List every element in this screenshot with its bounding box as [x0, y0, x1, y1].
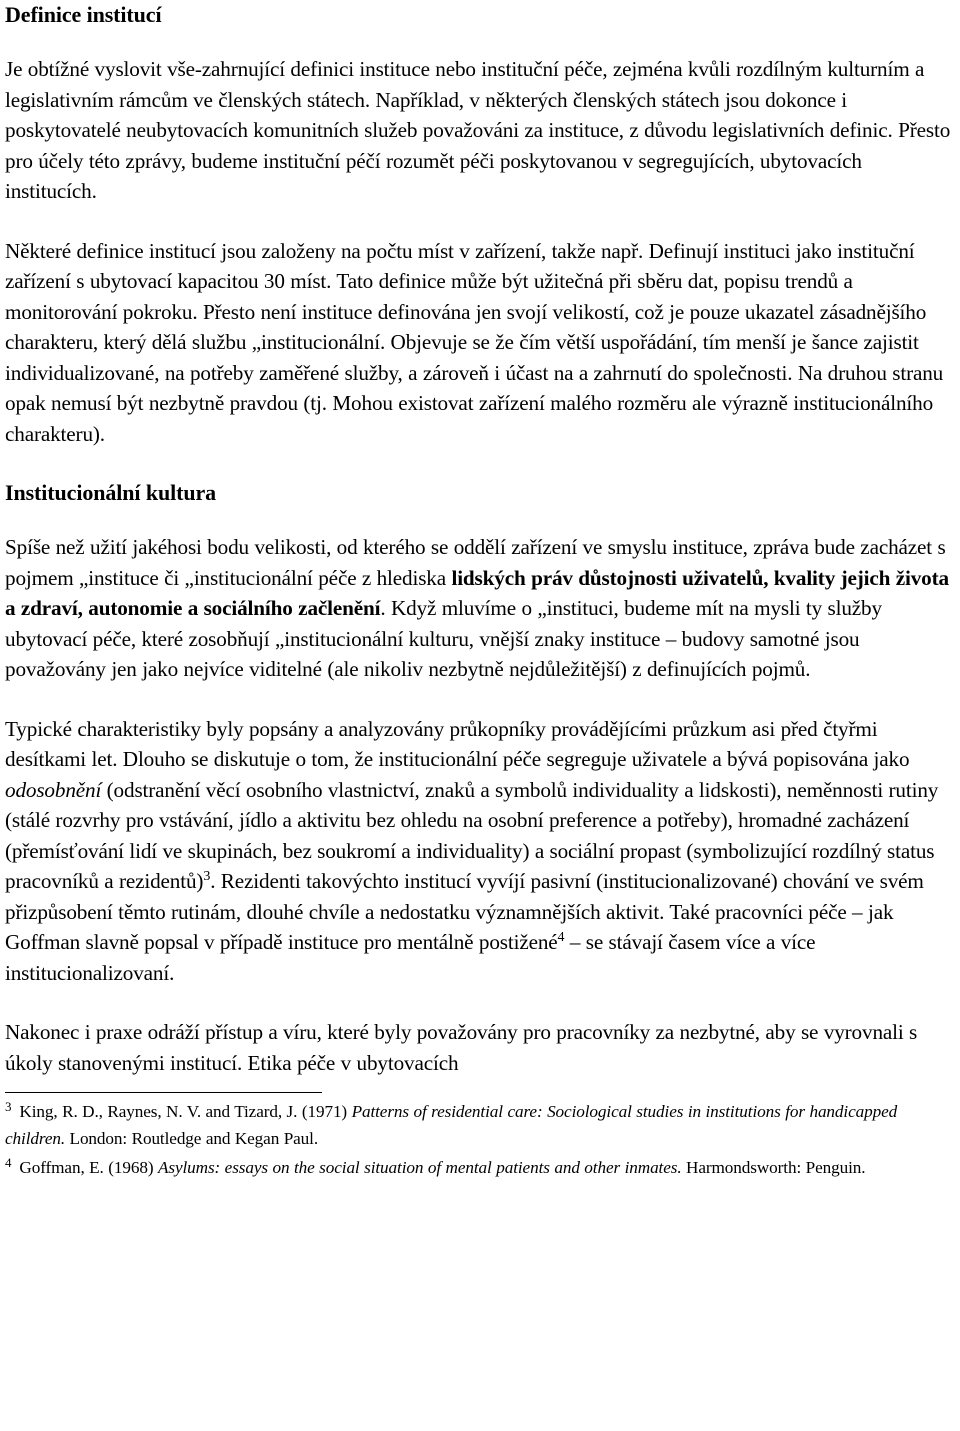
footnote-divider — [5, 1092, 322, 1093]
footnote-4-title: Asylums: essays on the social situation of mental patients and other inmates. — [157, 1158, 682, 1177]
footnote-4 — [5, 1154, 954, 1181]
footnote-3-text-b: London: Routledge and Kegan Paul. — [65, 1129, 319, 1148]
paragraph-culture-2-text-a: Typické charakteristiky byly popsány a analyzovány průkopníky provádějícími průzkum asi před čtyřmi desítkami let. Dlouho se diskutuje o tom, že institucionální péče segreguje uživatele a bývá popisována jako — [5, 716, 910, 771]
paragraph-culture-2 — [5, 714, 954, 989]
paragraph-culture-2-text-b: (odstranění věcí osobního vlastnictví, znaků a symbolů individuality a lidskosti), neměnnosti rutiny (stálé rozvrhy pro vstávání, jídlo a aktivitu bez ohledu na osobní preference a potřeby), hromadné zacházení (přemísťování lidí ve skupinách, bez soukromí a individuality) a sociální propast (symbolizující rozdílný status pracovníků a rezidentů) — [5, 777, 939, 893]
footnote-3 — [5, 1098, 954, 1152]
footnote-3-title: Patterns of residential care: Sociological studies in institutions for handicapped children. — [5, 1102, 898, 1148]
section-title-institutional-culture: Institucionální kultura — [5, 480, 217, 505]
footnote-4-text-a: Goffman, E. (1968) — [19, 1158, 158, 1177]
paragraph-culture-1-bold: lidských práv důstojnosti uživatelů, kvality jejich života a zdraví, autonomie a sociálního začlenění — [5, 565, 949, 620]
footnote-ref-3[interactable]: 3 — [203, 868, 211, 884]
paragraph-culture-3: Nakonec i praxe odráží přístup a víru, které byly považovány pro pracovníky za nezbytné, aby se vyrovnali s úkoly stanovenými institucí. Etika péče v ubytovacích — [5, 1020, 918, 1075]
paragraph-culture-1 — [5, 532, 954, 685]
paragraph-culture-2-text-d: – se stávají časem více a více institucionalizovaní. — [5, 930, 816, 985]
footnote-3-mark: 3 — [5, 1099, 12, 1114]
paragraph-definitions-2: Některé definice institucí jsou založeny na počtu míst v zařízení, takže např. Definují instituci jako instituční zařízení s ubytovací kapacitou 30 míst. Tato definice může být užitečná při sběru dat, popisu trendů a monitorování pokroku. Přesto není instituce definována jen svojí velikostí, což je pouze ukazatel zásadnějšího charakteru, který dělá službu „institucionální. Objevuje se že čím větší uspořádání, tím menší je šance zajistit individualizované, na potřeby zaměřené služby, a zároveň i účast na a zahrnutí do společnosti. Na druhou stranu opak nemusí být nezbytně pravdou (tj. Mohou existovat zařízení malého rozměru ale výrazně institucionálního charakteru). — [5, 238, 944, 446]
paragraph-culture-2-italic: odosobnění — [5, 777, 102, 802]
paragraph-culture-1-text-b: . Když mluvíme o „instituci, budeme mít na mysli ty služby ubytovací péče, které zosobňují „institucionální kulturu, vnější znaky instituce – budovy samotné jsou považovány jen jako nejvíce viditelné (ale nikoliv nezbytně nejdůležitější) z definujících pojmů. — [5, 596, 882, 681]
footnote-3-text-a: King, R. D., Raynes, N. V. and Tizard, J. (1971) — [19, 1102, 352, 1121]
section-title-definitions: Definice institucí — [5, 2, 162, 27]
paragraph-culture-1-text-a: Spíše než užití jakéhosi bodu velikosti, od kterého se oddělí zařízení ve smyslu instituce, zpráva bude zacházet s pojmem „instituce či „institucionální péče z hlediska — [5, 535, 946, 590]
footnote-4-text-b: Harmondsworth: Penguin. — [681, 1158, 866, 1177]
paragraph-culture-2-text-c: . Rezidenti takovýchto institucí vyvíjí pasivní (institucionalizované) chování ve svém přizpůsobení těmto rutinám, dlouhé chvíle a nedostatku významnějších aktivit. Také pracovníci péče – jak Goffman slavně popsal v případě instituce pro mentálně postižené — [5, 869, 924, 954]
paragraph-definitions-1: Je obtížné vyslovit vše-zahrnující definici instituce nebo instituční péče, zejména kvůli rozdílným kulturním a legislativním rámcům ve členských státech. Například, v některých členských státech jsou dokonce i poskytovatelé neubytovacích komunitních služeb považováni za instituce, z důvodu legislativních definic. Přesto pro účely této zprávy, budeme instituční péčí rozumět péči poskytovanou v segregujících, ubytovacích institucích. — [5, 57, 951, 203]
footnotes — [5, 1098, 954, 1181]
footnote-ref-4[interactable]: 4 — [557, 929, 565, 945]
footnote-4-mark: 4 — [5, 1155, 12, 1170]
